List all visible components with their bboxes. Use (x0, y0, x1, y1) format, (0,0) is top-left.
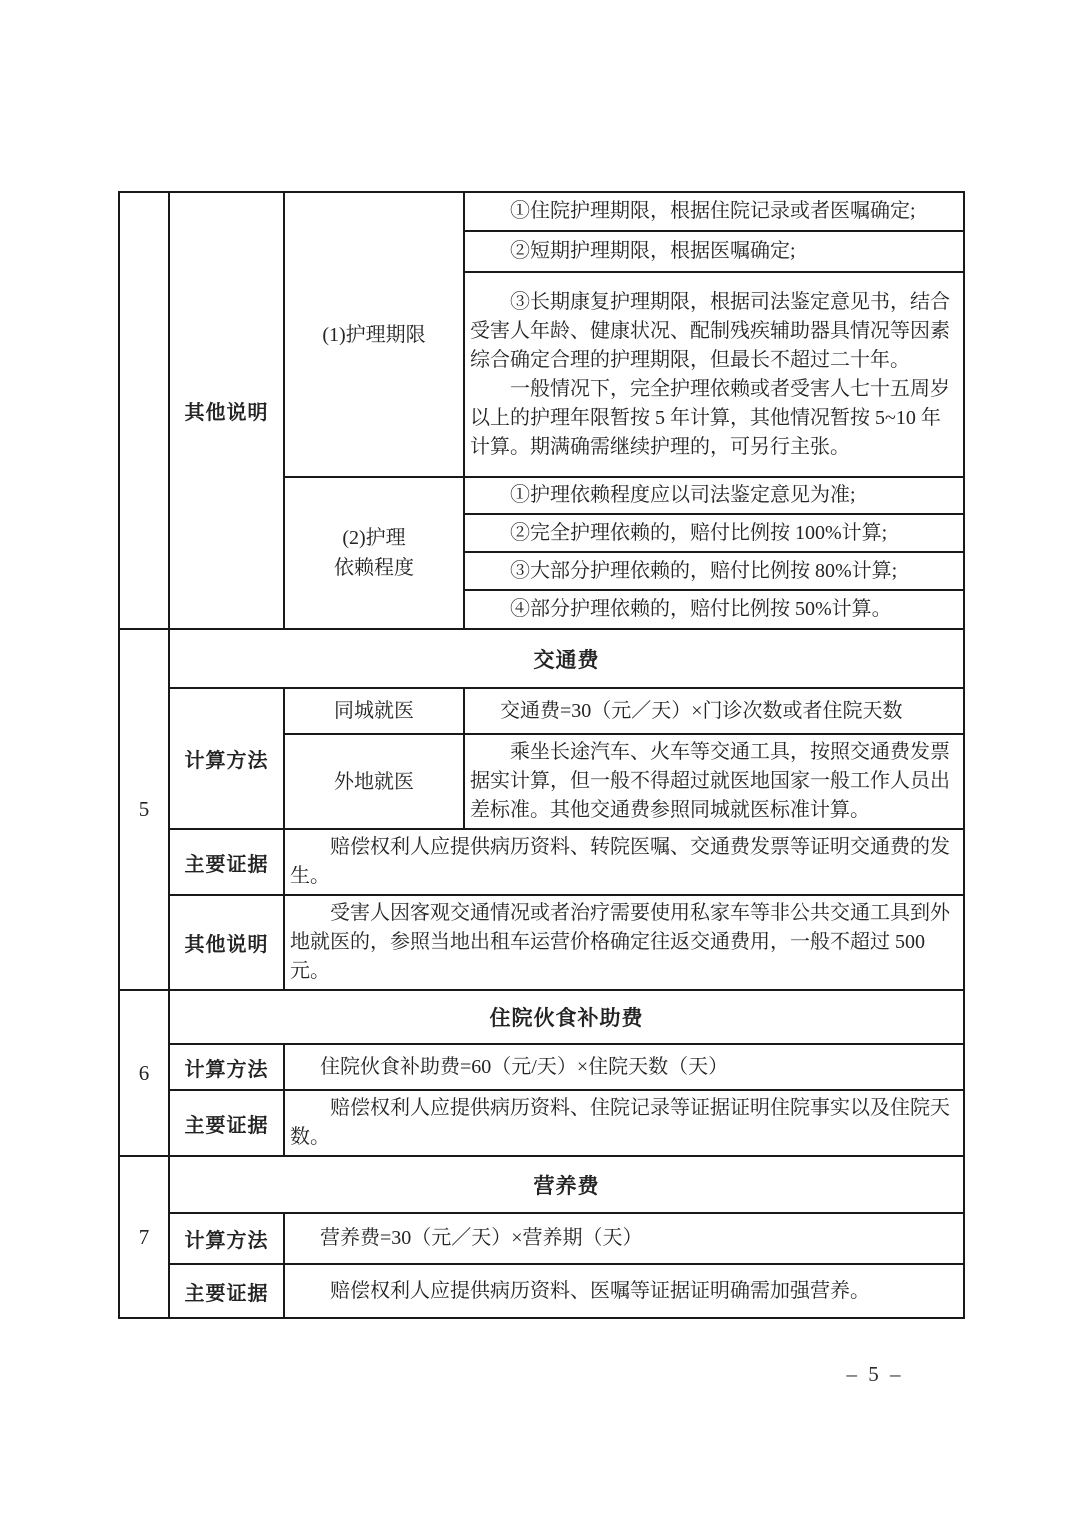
meal-row-number: 6 (119, 990, 169, 1156)
care-period-item-1-cell (464, 192, 964, 231)
care-dependence-item-1-cell (464, 477, 964, 514)
care-dependence-item-3: ③大部分护理依赖的，赔付比例按 80%计算; (510, 559, 898, 582)
transport-evidence-label: 主要证据 (169, 829, 284, 895)
transport-other-text-cell (284, 895, 964, 990)
meal-title: 住院伙食补助费 (169, 990, 964, 1044)
care-dependence-item-4: ④部分护理依赖的，赔付比例按 50%计算。 (510, 598, 892, 620)
care-dependence-sublabel-line-2: 依赖程度 (334, 557, 414, 579)
care-dependence-item-3-cell (464, 552, 964, 590)
nutrition-method-text-cell (284, 1213, 964, 1264)
care-dependence-item-2-cell (464, 514, 964, 552)
care-period-item-3-para-1: ③长期康复护理期限，根据司法鉴定意见书，结合受害人年龄、健康状况、配制残疾辅助器具情况等因素综合确定合理的护理期限，但最长不超过二十年。 (470, 290, 950, 371)
care-dependence-sublabel-line-1: (2)护理 (342, 527, 406, 549)
meal-method-text-cell (284, 1044, 964, 1090)
transport-remote-text-cell (464, 734, 964, 829)
transport-other-text: 受害人因客观交通情况或者治疗需要使用私家车等非公共交通工具到外地就医的，参照当地出租车运营价格确定往返交通费用，一般不超过 500 元。 (290, 902, 950, 982)
care-period-item-1: ①住院护理期限，根据住院记录或者医嘱确定; (510, 200, 916, 222)
transport-method-label: 计算方法 (169, 688, 284, 829)
meal-evidence-label: 主要证据 (169, 1090, 284, 1156)
nursing-row-number-cell (119, 192, 169, 629)
nutrition-method-formula: 营养费=30（元／天）×营养期（天） (320, 1227, 643, 1249)
care-period-item-3-para-2: 一般情况下，完全护理依赖或者受害人七十五周岁以上的护理年限暂按 5 年计算，其他情况暂按 5~10 年计算。期满确需继续护理的，可另行主张。 (470, 377, 950, 458)
care-period-item-2-cell (464, 231, 964, 272)
nutrition-title: 营养费 (169, 1156, 964, 1213)
meal-method-formula: 住院伙食补助费=60（元/天）×住院天数（天） (320, 1055, 729, 1078)
transport-local-text-cell (464, 688, 964, 734)
nutrition-evidence-text-cell (284, 1264, 964, 1318)
meal-method-label: 计算方法 (169, 1044, 284, 1090)
care-dependence-sublabel (284, 477, 464, 629)
nursing-other-notes-label: 其他说明 (169, 192, 284, 629)
transport-evidence-text: 赔偿权利人应提供病历资料、转院医嘱、交通费发票等证明交通费的发生。 (290, 836, 950, 887)
compensation-table (118, 191, 965, 1319)
transport-local-formula: 交通费=30（元／天）×门诊次数或者住院天数 (500, 699, 903, 722)
nutrition-evidence-label: 主要证据 (169, 1264, 284, 1318)
care-dependence-item-1: ①护理依赖程度应以司法鉴定意见为准; (510, 484, 856, 506)
meal-evidence-text: 赔偿权利人应提供病历资料、住院记录等证据证明住院事实以及住院天数。 (290, 1097, 950, 1148)
care-period-item-3-cell (464, 272, 964, 477)
transport-row-number: 5 (119, 629, 169, 990)
nutrition-row-number: 7 (119, 1156, 169, 1318)
care-dependence-item-2: ②完全护理依赖的，赔付比例按 100%计算; (510, 521, 888, 544)
transport-other-label: 其他说明 (169, 895, 284, 990)
meal-evidence-text-cell (284, 1090, 964, 1156)
transport-title: 交通费 (169, 629, 964, 688)
care-dependence-item-4-cell (464, 590, 964, 629)
transport-remote-sublabel: 外地就医 (284, 734, 464, 829)
care-period-item-2: ②短期护理期限，根据医嘱确定; (510, 240, 796, 262)
transport-evidence-text-cell (284, 829, 964, 895)
transport-local-sublabel: 同城就医 (284, 688, 464, 734)
nutrition-method-label: 计算方法 (169, 1213, 284, 1264)
care-period-sublabel: (1)护理期限 (284, 192, 464, 477)
nutrition-evidence-text: 赔偿权利人应提供病历资料、医嘱等证据证明确需加强营养。 (330, 1279, 870, 1302)
transport-remote-text: 乘坐长途汽车、火车等交通工具，按照交通费发票据实计算，但一般不得超过就医地国家一般工作人员出差标准。其他交通费参照同城就医标准计算。 (470, 741, 950, 821)
page-number: – 5 – (846, 1362, 904, 1386)
